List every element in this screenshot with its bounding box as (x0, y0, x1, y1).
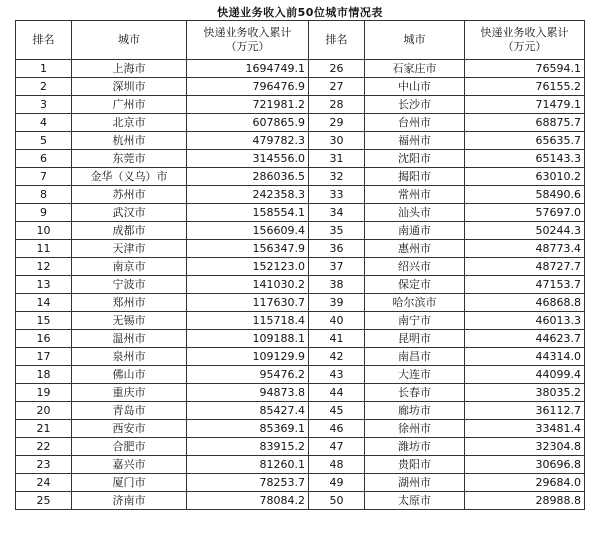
table-row (16, 204, 585, 222)
rank-cell: 28 (309, 96, 365, 114)
city-cell: 西安市 (72, 420, 187, 438)
revenue-cell: 286036.5 (187, 168, 309, 186)
rank-cell: 1 (16, 60, 72, 78)
city-cell: 大连市 (365, 366, 465, 384)
city-cell: 中山市 (365, 78, 465, 96)
revenue-cell: 85427.4 (187, 402, 309, 420)
rank-cell: 5 (16, 132, 72, 150)
revenue-cell: 28988.8 (465, 492, 585, 510)
city-cell: 太原市 (365, 492, 465, 510)
rank-cell: 27 (309, 78, 365, 96)
rank-cell: 37 (309, 258, 365, 276)
revenue-cell: 68875.7 (465, 114, 585, 132)
rank-cell: 21 (16, 420, 72, 438)
header-city: 城市 (72, 21, 187, 60)
city-cell: 绍兴市 (365, 258, 465, 276)
table-row (16, 60, 585, 78)
city-cell: 南宁市 (365, 312, 465, 330)
city-cell: 汕头市 (365, 204, 465, 222)
revenue-cell: 314556.0 (187, 150, 309, 168)
city-cell: 长沙市 (365, 96, 465, 114)
city-cell: 哈尔滨市 (365, 294, 465, 312)
revenue-cell: 83915.2 (187, 438, 309, 456)
city-cell: 南昌市 (365, 348, 465, 366)
city-cell: 合肥市 (72, 438, 187, 456)
table-row (16, 132, 585, 150)
rank-cell: 47 (309, 438, 365, 456)
revenue-cell: 65143.3 (465, 150, 585, 168)
city-cell: 湖州市 (365, 474, 465, 492)
rank-cell: 22 (16, 438, 72, 456)
city-cell: 郑州市 (72, 294, 187, 312)
table-row (16, 222, 585, 240)
revenue-cell: 71479.1 (465, 96, 585, 114)
header-revenue-line2: （万元） (225, 40, 270, 53)
revenue-cell: 479782.3 (187, 132, 309, 150)
rank-cell: 15 (16, 312, 72, 330)
revenue-cell: 78253.7 (187, 474, 309, 492)
revenue-cell: 33481.4 (465, 420, 585, 438)
rank-cell: 49 (309, 474, 365, 492)
rank-cell: 29 (309, 114, 365, 132)
city-cell: 徐州市 (365, 420, 465, 438)
rank-cell: 8 (16, 186, 72, 204)
revenue-cell: 721981.2 (187, 96, 309, 114)
revenue-cell: 115718.4 (187, 312, 309, 330)
city-cell: 武汉市 (72, 204, 187, 222)
rank-cell: 2 (16, 78, 72, 96)
city-cell: 福州市 (365, 132, 465, 150)
revenue-cell: 48727.7 (465, 258, 585, 276)
table-row (16, 402, 585, 420)
city-cell: 佛山市 (72, 366, 187, 384)
revenue-cell: 156347.9 (187, 240, 309, 258)
city-cell: 台州市 (365, 114, 465, 132)
table-row (16, 186, 585, 204)
city-cell: 深圳市 (72, 78, 187, 96)
revenue-cell: 117630.7 (187, 294, 309, 312)
table-row (16, 240, 585, 258)
revenue-cell: 57697.0 (465, 204, 585, 222)
rank-cell: 50 (309, 492, 365, 510)
table-title: 快递业务收入前50位城市情况表 (217, 6, 383, 19)
revenue-cell: 109129.9 (187, 348, 309, 366)
city-cell: 泉州市 (72, 348, 187, 366)
table-row (16, 258, 585, 276)
rank-cell: 36 (309, 240, 365, 258)
revenue-cell: 58490.6 (465, 186, 585, 204)
rank-cell: 12 (16, 258, 72, 276)
city-cell: 常州市 (365, 186, 465, 204)
rank-cell: 43 (309, 366, 365, 384)
rank-cell: 46 (309, 420, 365, 438)
rank-cell: 17 (16, 348, 72, 366)
city-cell: 金华（义乌）市 (72, 168, 187, 186)
city-cell: 济南市 (72, 492, 187, 510)
revenue-cell: 44623.7 (465, 330, 585, 348)
rank-cell: 24 (16, 474, 72, 492)
rank-cell: 3 (16, 96, 72, 114)
city-cell: 青岛市 (72, 402, 187, 420)
rank-cell: 32 (309, 168, 365, 186)
city-cell: 苏州市 (72, 186, 187, 204)
revenue-cell: 44314.0 (465, 348, 585, 366)
revenue-cell: 85369.1 (187, 420, 309, 438)
rank-cell: 30 (309, 132, 365, 150)
revenue-cell: 63010.2 (465, 168, 585, 186)
table-row (16, 384, 585, 402)
rank-cell: 34 (309, 204, 365, 222)
city-cell: 昆明市 (365, 330, 465, 348)
rank-cell: 40 (309, 312, 365, 330)
table-row (16, 330, 585, 348)
rank-cell: 20 (16, 402, 72, 420)
revenue-cell: 78084.2 (187, 492, 309, 510)
table-row (16, 96, 585, 114)
rank-cell: 6 (16, 150, 72, 168)
revenue-cell: 46013.3 (465, 312, 585, 330)
city-cell: 潍坊市 (365, 438, 465, 456)
revenue-cell: 30696.8 (465, 456, 585, 474)
table-row (16, 78, 585, 96)
table-row (16, 150, 585, 168)
city-cell: 天津市 (72, 240, 187, 258)
revenue-cell: 81260.1 (187, 456, 309, 474)
table-row (16, 456, 585, 474)
revenue-cell: 242358.3 (187, 186, 309, 204)
rank-cell: 11 (16, 240, 72, 258)
rank-cell: 48 (309, 456, 365, 474)
revenue-cell: 141030.2 (187, 276, 309, 294)
rank-cell: 9 (16, 204, 72, 222)
rank-cell: 45 (309, 402, 365, 420)
city-cell: 嘉兴市 (72, 456, 187, 474)
table-row (16, 366, 585, 384)
table-row (16, 474, 585, 492)
city-cell: 南京市 (72, 258, 187, 276)
city-cell: 厦门市 (72, 474, 187, 492)
header-revenue-line1: 快递业务收入累计 (203, 26, 292, 39)
header-revenue-line1: 快递业务收入累计 (480, 26, 569, 39)
city-cell: 重庆市 (72, 384, 187, 402)
table-row (16, 294, 585, 312)
table-row (16, 312, 585, 330)
revenue-cell: 48773.4 (465, 240, 585, 258)
rank-cell: 18 (16, 366, 72, 384)
rank-cell: 26 (309, 60, 365, 78)
city-cell: 惠州市 (365, 240, 465, 258)
rank-cell: 25 (16, 492, 72, 510)
city-cell: 成都市 (72, 222, 187, 240)
table-row (16, 492, 585, 510)
revenue-cell: 29684.0 (465, 474, 585, 492)
revenue-cell: 47153.7 (465, 276, 585, 294)
header-rank-2: 排名 (309, 21, 365, 60)
city-cell: 宁波市 (72, 276, 187, 294)
rank-cell: 39 (309, 294, 365, 312)
city-cell: 长春市 (365, 384, 465, 402)
revenue-cell: 152123.0 (187, 258, 309, 276)
rank-cell: 33 (309, 186, 365, 204)
city-cell: 石家庄市 (365, 60, 465, 78)
revenue-cell: 46868.8 (465, 294, 585, 312)
revenue-cell: 156609.4 (187, 222, 309, 240)
city-cell: 廊坊市 (365, 402, 465, 420)
rank-cell: 4 (16, 114, 72, 132)
rank-cell: 23 (16, 456, 72, 474)
header-revenue (187, 21, 309, 60)
rank-cell: 31 (309, 150, 365, 168)
rank-cell: 19 (16, 384, 72, 402)
revenue-cell: 94873.8 (187, 384, 309, 402)
table-row (16, 348, 585, 366)
table-header-row (16, 21, 585, 60)
table-row (16, 420, 585, 438)
city-cell: 揭阳市 (365, 168, 465, 186)
city-cell: 广州市 (72, 96, 187, 114)
revenue-cell: 158554.1 (187, 204, 309, 222)
revenue-cell: 36112.7 (465, 402, 585, 420)
city-cell: 无锡市 (72, 312, 187, 330)
city-cell: 保定市 (365, 276, 465, 294)
revenue-cell: 76155.2 (465, 78, 585, 96)
rank-cell: 7 (16, 168, 72, 186)
revenue-cell: 95476.2 (187, 366, 309, 384)
header-rank: 排名 (16, 21, 72, 60)
city-cell: 沈阳市 (365, 150, 465, 168)
revenue-cell: 1694749.1 (187, 60, 309, 78)
revenue-cell: 109188.1 (187, 330, 309, 348)
city-cell: 东莞市 (72, 150, 187, 168)
rank-cell: 10 (16, 222, 72, 240)
city-cell: 贵阳市 (365, 456, 465, 474)
rank-cell: 14 (16, 294, 72, 312)
header-revenue-2 (465, 21, 585, 60)
city-cell: 杭州市 (72, 132, 187, 150)
table-row (16, 114, 585, 132)
revenue-cell: 76594.1 (465, 60, 585, 78)
city-cell: 北京市 (72, 114, 187, 132)
revenue-cell: 50244.3 (465, 222, 585, 240)
revenue-cell: 65635.7 (465, 132, 585, 150)
revenue-cell: 607865.9 (187, 114, 309, 132)
table-row (16, 168, 585, 186)
header-city-2: 城市 (365, 21, 465, 60)
rank-cell: 41 (309, 330, 365, 348)
rank-cell: 35 (309, 222, 365, 240)
rank-cell: 13 (16, 276, 72, 294)
revenue-cell: 38035.2 (465, 384, 585, 402)
rank-cell: 44 (309, 384, 365, 402)
table-row (16, 438, 585, 456)
rank-cell: 38 (309, 276, 365, 294)
revenue-cell: 796476.9 (187, 78, 309, 96)
rank-cell: 42 (309, 348, 365, 366)
city-revenue-table (15, 20, 585, 510)
revenue-cell: 32304.8 (465, 438, 585, 456)
table-body (16, 60, 585, 510)
city-cell: 温州市 (72, 330, 187, 348)
header-revenue-line2: （万元） (502, 40, 547, 53)
revenue-cell: 44099.4 (465, 366, 585, 384)
table-row (16, 276, 585, 294)
city-cell: 南通市 (365, 222, 465, 240)
city-cell: 上海市 (72, 60, 187, 78)
rank-cell: 16 (16, 330, 72, 348)
